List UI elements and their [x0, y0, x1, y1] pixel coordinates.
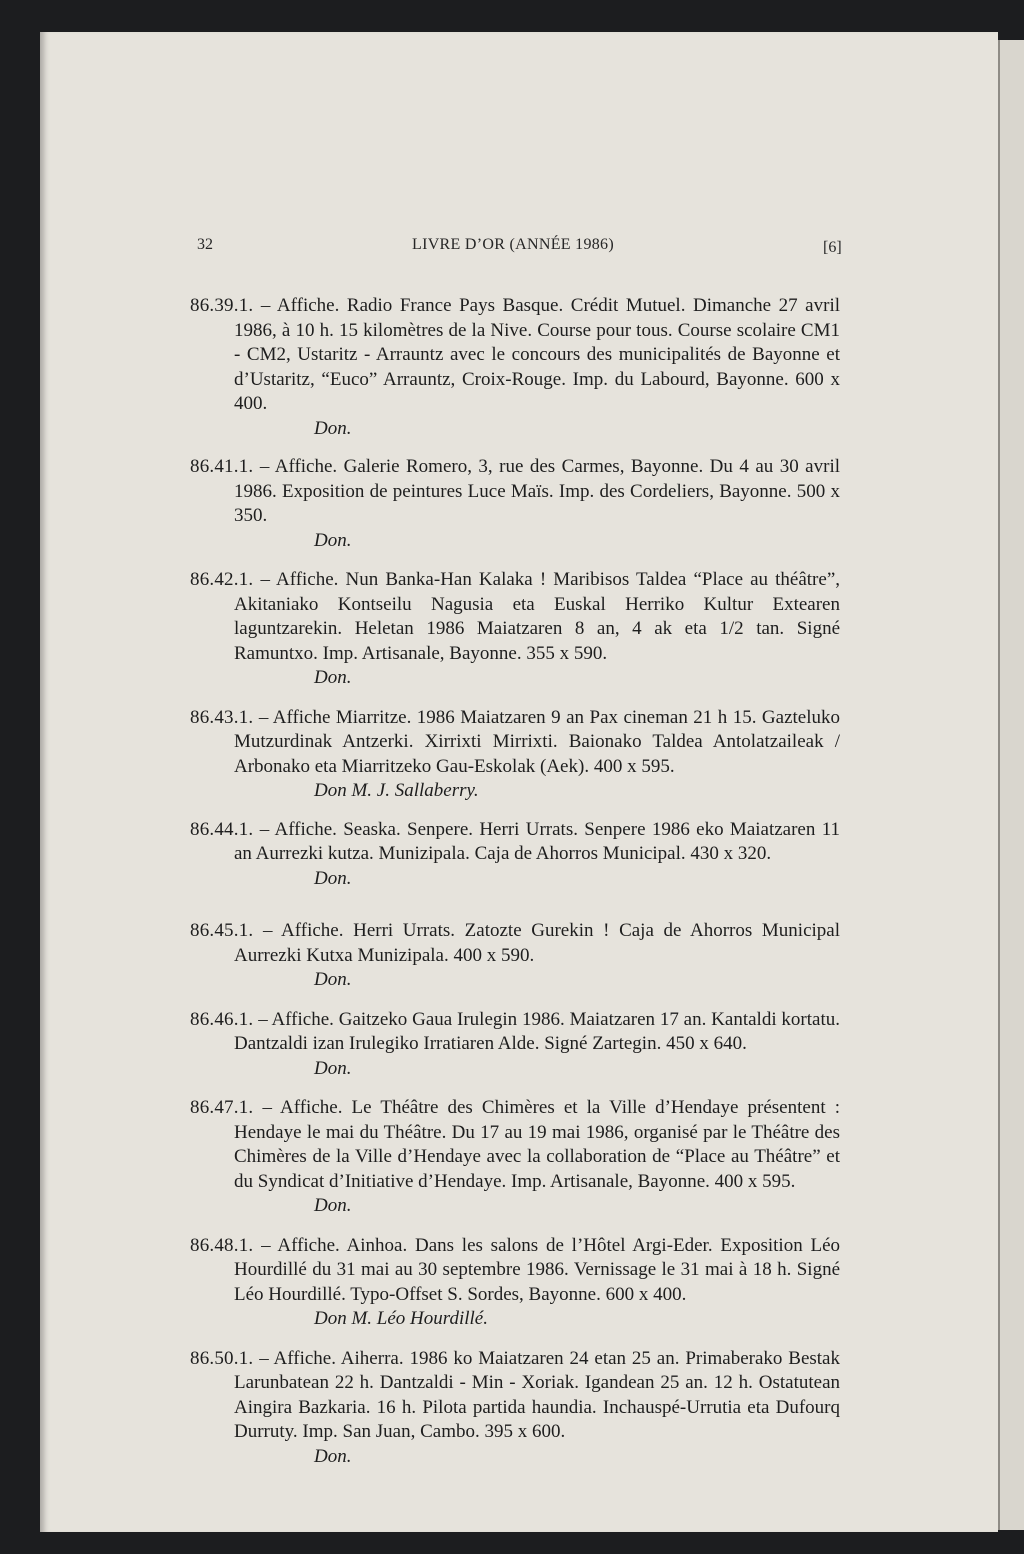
entry-text: – Affiche. Nun Banka-Han Kalaka ! Maribisos Taldea “Place au théâtre”, Akitaniako Kontseilu Nagusia eta Euskal Herriko Kultur Extearen laguntzarekin. Heletan 1986 Maiatzaren 8 an, 4 ak eta 1/2 tan. Signé Ramuntxo. Imp. Artisanale, Bayonne. 355 x 590.: [234, 569, 841, 664]
entry-code: 86.39.1.: [190, 295, 254, 316]
catalog-entry: [190, 919, 840, 993]
catalog-entry: [190, 568, 840, 691]
running-header: [40, 236, 998, 260]
entry-text: – Affiche. Aiherra. 1986 ko Maiatzaren 24 etan 25 an. Primaberako Bestak Larunbatean 22 h. Dantzaldi - Min - Xoriak. Igandean 25 an. 12 h. Ostatutean Aingira Bazkaria. 16 h. Pilota partida haundia. Inchauspé-Urrutia eta Dufourq Durruty. Imp. San Juan, Cambo. 395 x 600.: [234, 1347, 840, 1442]
catalog-entry: [190, 1096, 840, 1219]
entry-text: – Affiche. Seaska. Senpere. Herri Urrats. Senpere 1986 eko Maiatzaren 11 an Aurrezki kutza. Munizipala. Caja de Ahorros Municipal. 430 x 320.: [234, 818, 840, 864]
page-number: 32: [197, 236, 213, 253]
entry-text: – Affiche. Herri Urrats. Zatozte Gurekin ! Caja de Ahorros Municipal Aurrezki Kutxa Munizipala. 400 x 590.: [234, 920, 840, 966]
entry-text: – Affiche. Radio France Pays Basque. Crédit Mutuel. Dimanche 27 avril 1986, à 10 h. 15 kilomètres de la Nive. Course pour tous. Course scolaire CM1 - CM2, Ustaritz - Arrauntz avec le concours des municipalités de Bayonne et d’Ustaritz, “Euco” Arrauntz, Croix-Rouge. Imp. du Labourd, Bayonne. 600 x 400.: [234, 295, 841, 414]
entry-donor: Don.: [314, 1057, 352, 1079]
entry-text: – Affiche. Gaitzeko Gaua Irulegin 1986. Maiatzaren 17 an. Kantaldi kortatu. Dantzaldi izan Irulegiko Irratiaren Alde. Signé Zartegin. 450 x 640.: [234, 1008, 840, 1054]
entry-code: 86.42.1.: [190, 569, 254, 590]
entry-code: 86.45.1.: [190, 920, 254, 941]
entry-text: – Affiche Miarritze. 1986 Maiatzaren 9 an Pax cineman 21 h 15. Gazteluko Mutzurdinak Antzerki. Xirrixti Mirrixti. Baionako Taldea Antolatzaileak / Arbonako eta Miarritzeko Gau-Eskolak (Aek). 400 x 595.: [234, 706, 840, 777]
entry-donor: Don M. J. Sallaberry.: [314, 780, 479, 801]
entry-donor: Don.: [314, 529, 352, 551]
catalog-entry: [190, 294, 840, 441]
catalog-entry: [190, 455, 840, 553]
catalog-entries: [190, 294, 840, 1469]
entry-text: – Affiche. Le Théâtre des Chimères et la Ville d’Hendaye présentent : Hendaye le mai du Théâtre. Du 17 au 19 mai 1986, organisé par le Théâtre des Chimères de la Ville d’Hendaye avec la collaboration de “Place au Théâtre” et du Syndicat d’Initiative d’Hendaye. Imp. Artisanale, Bayonne. 400 x 595.: [234, 1097, 840, 1192]
catalog-entry: [190, 818, 840, 892]
entry-code: 86.47.1.: [190, 1097, 254, 1118]
entry-donor: Don.: [314, 667, 352, 688]
catalog-entry: [190, 706, 840, 804]
entry-text: – Affiche. Ainhoa. Dans les salons de l’Hôtel Argi-Eder. Exposition Léo Hourdillé du 31 mai au 30 septembre 1986. Vernissage le 31 mai à 18 h. Signé Léo Hourdillé. Typo-Offset S. Sordes, Bayonne. 600 x 400.: [234, 1234, 841, 1305]
entry-code: 86.46.1.: [190, 1008, 254, 1030]
entry-donor: Don.: [314, 417, 352, 439]
entry-donor: Don.: [314, 1445, 352, 1467]
entry-code: 86.48.1.: [190, 1234, 254, 1256]
entry-donor: Don.: [314, 969, 352, 990]
catalog-entry: [190, 1234, 840, 1332]
catalog-entry: [190, 1008, 840, 1082]
entry-code: 86.41.1.: [190, 456, 254, 477]
entry-code: 86.44.1.: [190, 818, 254, 840]
entry-text: – Affiche. Galerie Romero, 3, rue des Carmes, Bayonne. Du 4 au 30 avril 1986. Exposition de peintures Luce Maïs. Imp. des Cordeliers, Bayonne. 500 x 350.: [234, 456, 840, 526]
entry-code: 86.50.1.: [190, 1347, 254, 1369]
book-page: [40, 32, 998, 1532]
entry-code: 86.43.1.: [190, 706, 254, 728]
section-number: [6]: [823, 239, 842, 256]
facing-page-edge: [998, 40, 1024, 1530]
running-title: LIVRE D’OR (ANNÉE 1986): [412, 236, 614, 253]
entry-donor: Don.: [314, 1195, 352, 1216]
entry-donor: Don M. Léo Hourdillé.: [314, 1308, 488, 1329]
catalog-entry: [190, 1347, 840, 1470]
entry-donor: Don.: [314, 867, 352, 889]
